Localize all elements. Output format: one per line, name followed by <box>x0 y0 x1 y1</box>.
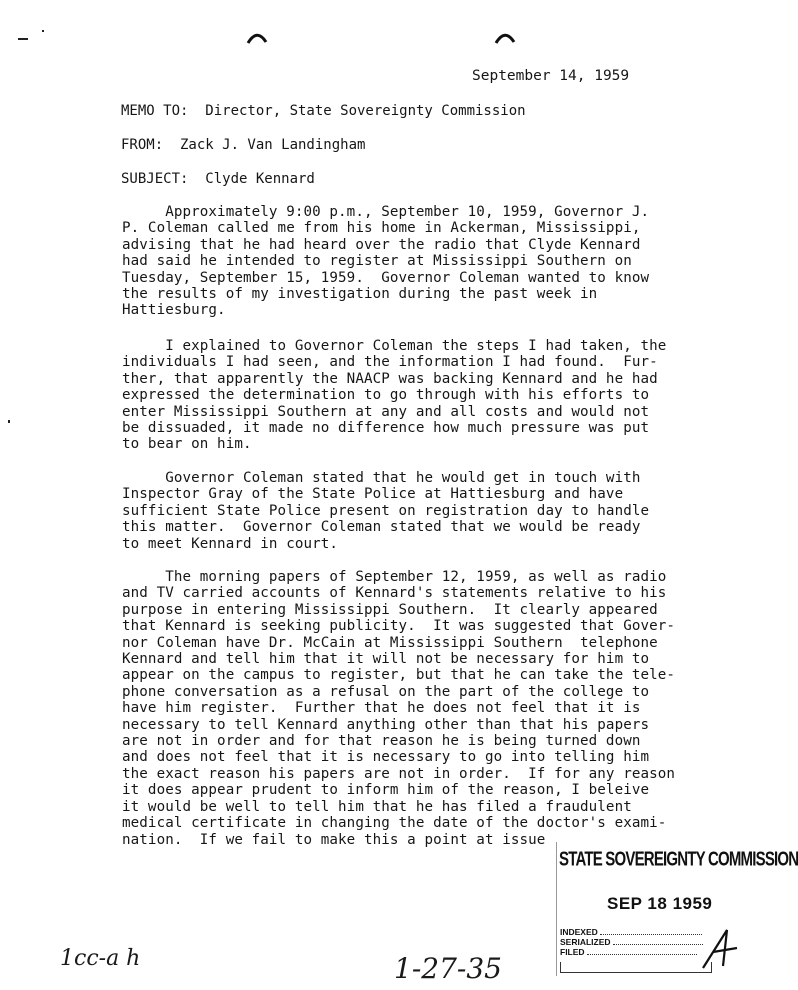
memo-to-line: MEMO TO: Director, State Sovereignty Commission <box>121 103 526 119</box>
memo-paragraph: Approximately 9:00 p.m., September 10, 1959, Governor J. P. Coleman called me from his home in Ackerman, Mississippi, advising that he had heard over the radio that Clyde Kennard had said he intended to register at Mississippi Southern on Tuesday, September 15, 1959. Governor Coleman wanted to know the results of my investigation during the past week in Hattiesburg. <box>122 204 650 319</box>
stamp-date: SEP 18 1959 <box>607 894 713 913</box>
scan-speck <box>42 30 44 32</box>
stamp-indexed-field <box>560 927 702 937</box>
commission-received-stamp <box>556 842 798 976</box>
initials-scribble-icon <box>697 922 741 974</box>
memo-paragraph: The morning papers of September 12, 1959, as well as radio and TV carried accounts of Kennard's statements relative to his purpose in entering Mississippi Southern. It clearly appeared that Kennard is seeking publicity. It was suggested that Gover- nor Coleman have Dr. McCain at Mississippi Southern telephone Kennard and tell him that it will not be necessary for him to appear on the campus to register, but that he can take the tele- phone conversation as a refusal on the part of the college to have him register. Further that he does not feel that it is necessary to tell Kennard anything other than that his papers are not in order and for that reason he is being turned down and does not feel that it is necessary to go into telling him the exact reason his papers are not in order. If for any reason it does appear prudent to inform him of the reason, I beleive it would be well to tell him that he has filed a fraudulent medical certificate in changing the date of the doctor's exami- nation. If we fail to make this a point at issue <box>122 569 676 848</box>
scan-speck <box>8 420 10 423</box>
stamp-bottom-line <box>560 962 712 973</box>
memo-date: September 14, 1959 <box>472 68 630 84</box>
memo-paragraph: I explained to Governor Coleman the steps I had taken, the individuals I had seen, and the information I had found. Fur- ther, that apparently the NAACP was backing Kennard and he had expressed the determination to go through with his efforts to enter Mississippi Southern at any and all costs and would not be dissuaded, it made no difference how much pressure was put to bear on him. <box>122 338 667 453</box>
stamp-title: STATE SOVEREIGNTY COMMISSION <box>559 848 798 871</box>
stamp-indexed-label: INDEXED <box>560 927 598 937</box>
scan-speck <box>18 38 28 40</box>
stamp-filed-label: FILED <box>560 947 585 957</box>
stamp-serialized-label: SERIALIZED <box>560 937 611 947</box>
stamp-serialized-field <box>560 937 703 947</box>
memo-subject-line: SUBJECT: Clyde Kennard <box>121 171 315 187</box>
punch-hole-mark-left <box>246 30 268 44</box>
handwritten-note-left: 1cc-a h <box>60 946 141 971</box>
memo-from-line: FROM: Zack J. Van Landingham <box>121 137 366 153</box>
memo-paragraph: Governor Coleman stated that he would get in touch with Inspector Gray of the State Police at Hattiesburg and have sufficient State Police present on registration day to handle this matter. Governor Coleman stated that we would be ready to meet Kennard in court. <box>122 470 650 552</box>
stamp-filed-field <box>560 947 697 957</box>
punch-hole-mark-right <box>494 30 516 44</box>
handwritten-file-number: 1-27-35 <box>394 952 502 985</box>
